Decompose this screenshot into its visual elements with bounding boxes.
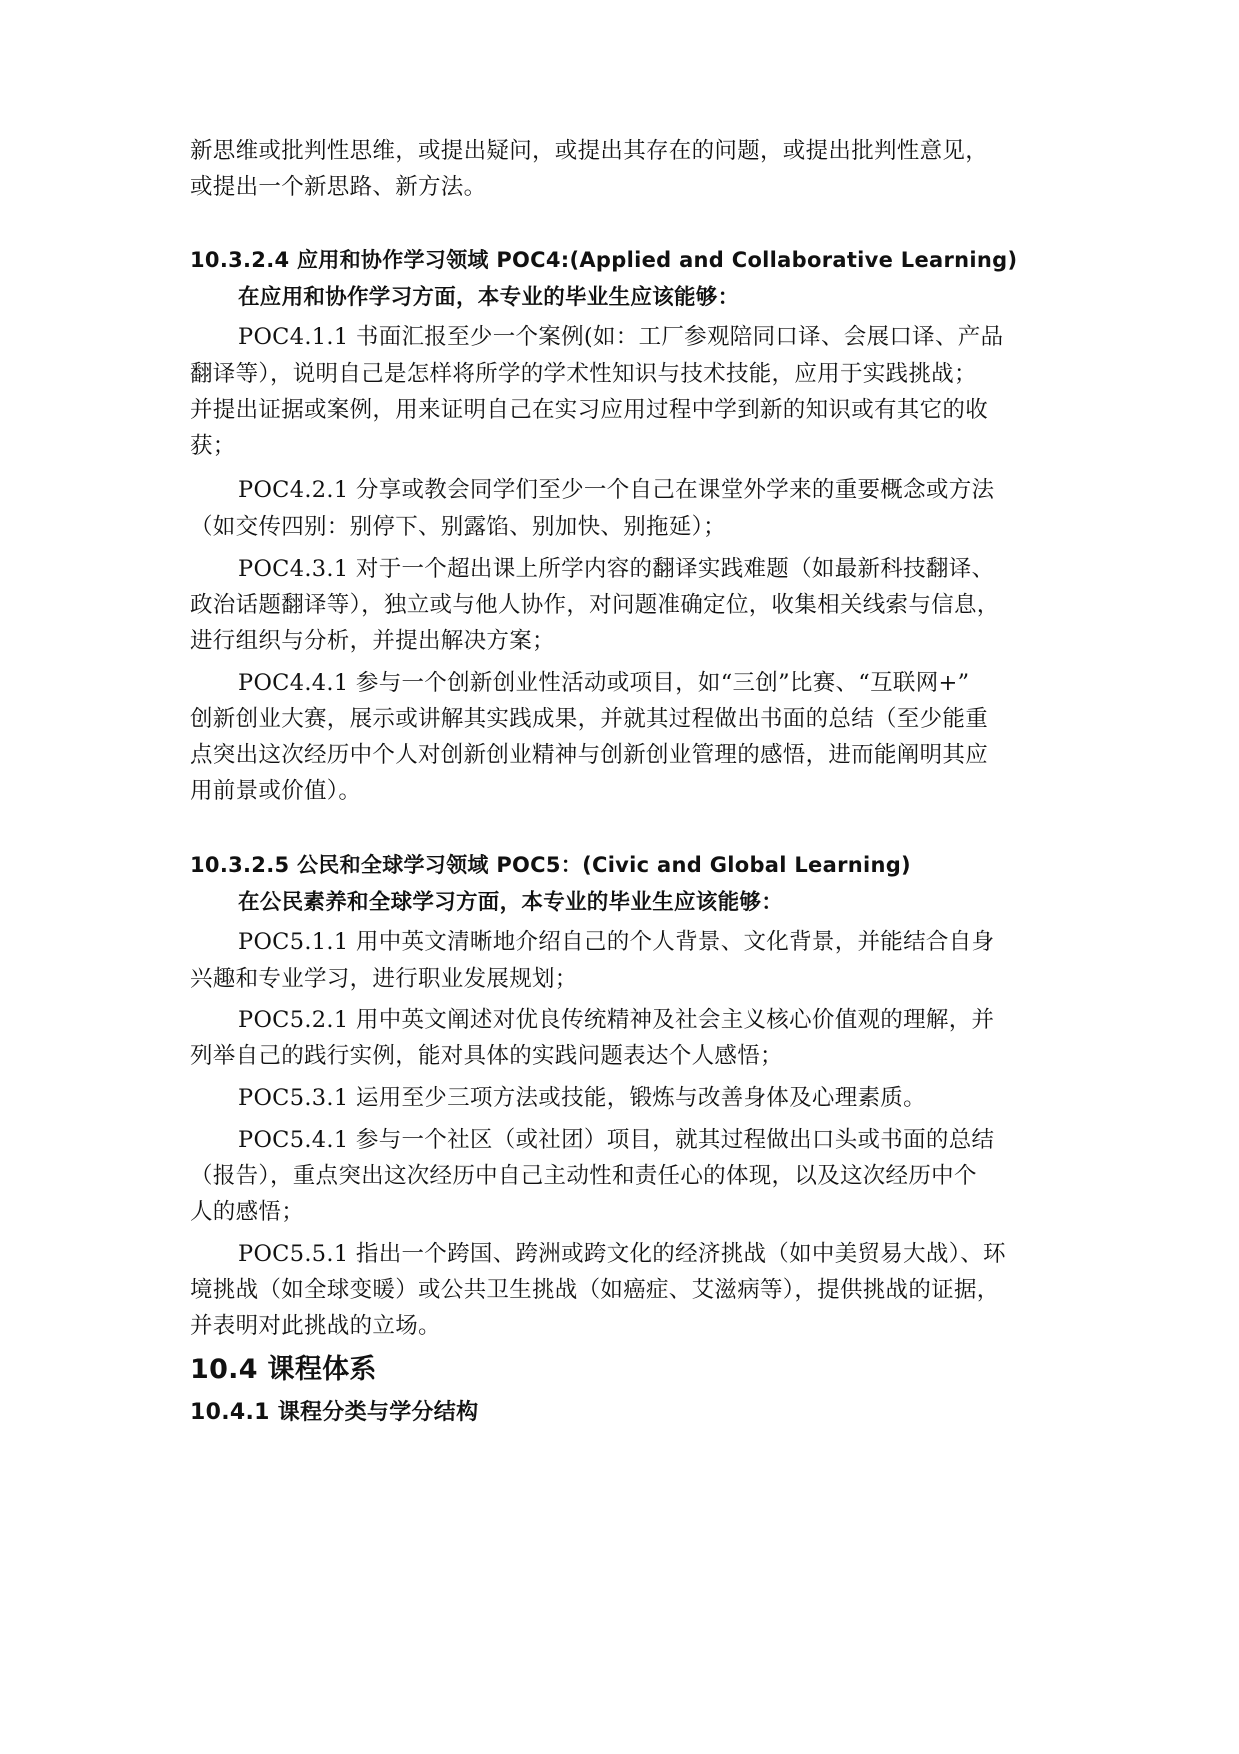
poc4-item-line: 获； (190, 433, 236, 459)
section-subheading-10-4-1: 10.4.1 课程分类与学分结构 (190, 1400, 479, 1425)
section-heading-10-4: 10.4 课程体系 (190, 1354, 377, 1385)
poc4-item-line: POC4.1.1 书面汇报至少一个案例(如：工厂参观陪同口译、会展口译、产品 (238, 324, 1004, 350)
section-subheading-poc4: 在应用和协作学习方面，本专业的毕业生应该能够： (238, 285, 740, 310)
poc5-item-line: POC5.4.1 参与一个社区（或社团）项目，就其过程做出口头或书面的总结 (238, 1127, 995, 1153)
poc5-item-line: 兴趣和专业学习，进行职业发展规划； (190, 966, 578, 992)
poc4-item-line: 创新创业大赛，展示或讲解其实践成果，并就其过程做出书面的总结（至少能重 (190, 706, 989, 732)
poc4-item-line: 并提出证据或案例，用来证明自己在实习应用过程中学到新的知识或有其它的收 (190, 397, 989, 423)
poc5-item-line: POC5.3.1 运用至少三项方法或技能，锻炼与改善身体及心理素质。 (238, 1085, 926, 1111)
poc4-item-line: POC4.3.1 对于一个超出课上所学内容的翻译实践难题（如最新科技翻译、 (238, 556, 995, 582)
poc4-item-line: 进行组织与分析，并提出解决方案； (190, 628, 555, 654)
section-subheading-poc5: 在公民素养和全球学习方面，本专业的毕业生应该能够： (238, 890, 784, 915)
poc4-item-line: POC4.4.1 参与一个创新创业性活动或项目，如“三创”比赛、“互联网+” (238, 670, 970, 696)
poc4-item-line: （如交传四别：别停下、别露馅、别加快、别拖延）； (190, 514, 726, 540)
poc5-item-line: POC5.5.1 指出一个跨国、跨洲或跨文化的经济挑战（如中美贸易大战）、环 (238, 1241, 1006, 1267)
poc5-item-line: 人的感悟； (190, 1199, 305, 1225)
section-heading-poc5: 10.3.2.5 公民和全球学习领域 POC5：(Civic and Global Learning) (190, 853, 911, 877)
intro-line: 或提出一个新思路、新方法。 (190, 174, 487, 200)
poc5-item-line: POC5.1.1 用中英文清晰地介绍自己的个人背景、文化背景，并能结合自身 (238, 929, 995, 955)
poc4-item-line: 用前景或价值）。 (190, 778, 362, 804)
poc5-item-line: 境挑战（如全球变暖）或公共卫生挑战（如癌症、艾滋病等），提供挑战的证据， (190, 1277, 1000, 1303)
poc4-item-line: POC4.2.1 分享或教会同学们至少一个自己在课堂外学来的重要概念或方法 (238, 477, 995, 503)
poc5-item-line: 列举自己的践行实例，能对具体的实践问题表达个人感悟； (190, 1043, 783, 1069)
poc5-item-line: （报告），重点突出这次经历中自己主动性和责任心的体现，以及这次经历中个 (190, 1163, 977, 1189)
poc5-item-line: POC5.2.1 用中英文阐述对优良传统精神及社会主义核心价值观的理解，并 (238, 1007, 995, 1033)
intro-line: 新思维或批判性思维，或提出疑问，或提出其存在的问题，或提出批判性意见， (190, 138, 989, 164)
poc4-item-line: 点突出这次经历中个人对创新创业精神与创新创业管理的感悟，进而能阐明其应 (190, 742, 989, 768)
section-heading-poc4: 10.3.2.4 应用和协作学习领域 POC4:(Applied and Collaborative Learning) (190, 248, 1018, 272)
poc4-item-line: 翻译等），说明自己是怎样将所学的学术性知识与技术技能，应用于实践挑战； (190, 361, 977, 387)
poc4-item-line: 政治话题翻译等），独立或与他人协作，对问题准确定位，收集相关线索与信息， (190, 592, 1000, 618)
poc5-item-line: 并表明对此挑战的立场。 (190, 1313, 441, 1339)
